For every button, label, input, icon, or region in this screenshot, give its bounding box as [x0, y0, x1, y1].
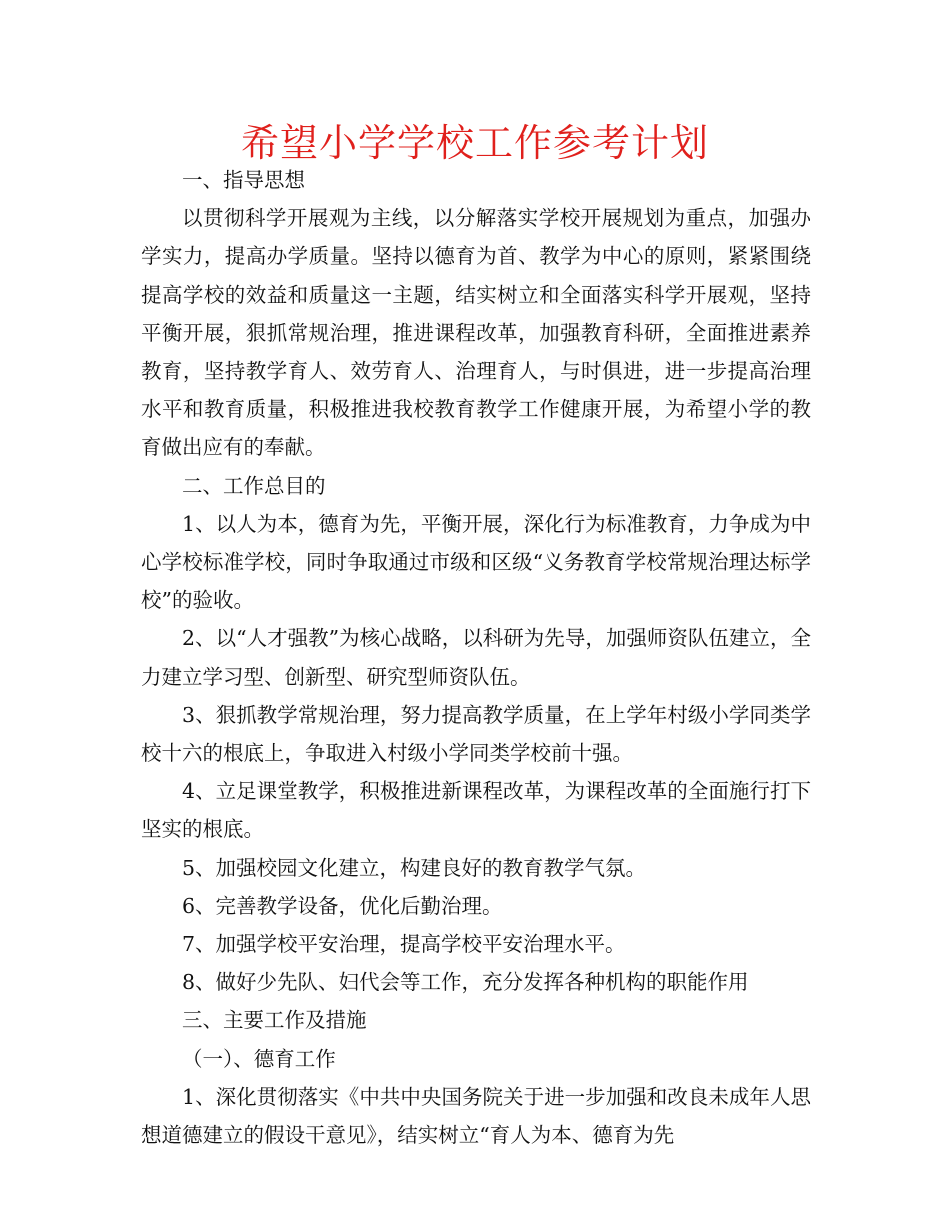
goal-item-1: 1、以人为本，德育为先，平衡开展，深化行为标准教育，力争成为中心学校标准学校，同时争取通过市级和区级“义务教育学校常规治理达标学校”的验收。 — [141, 511, 811, 613]
section-heading-guiding-thought: 一、指导思想 — [182, 168, 305, 192]
goal-item-2: 2、以“人才强教”为核心战略，以科研为先导，加强师资队伍建立，全力建立学习型、创新型、研究型师资队伍。 — [141, 626, 811, 689]
document-title: 希望小学学校工作参考计划 — [240, 121, 709, 165]
goal-item-3: 3、狠抓教学常规治理，努力提高教学质量，在上学年村级小学同类学校十六的根底上，争取进入村级小学同类学校前十强。 — [141, 702, 811, 766]
goal-item-4: 4、立足课堂教学，积极推进新课程改革，为课程改革的全面施行打下坚实的根底。 — [141, 779, 811, 842]
section-heading-overall-goals: 二、工作总目的 — [182, 473, 326, 498]
document-body — [141, 161, 811, 1154]
measure-item-1: 1、深化贯彻落实《中共中央国务院关于进一步加强和改良未成年人思想道德建立的假设干意见》，结实树立“育人为本、德育为先 — [141, 1084, 811, 1148]
subsection-heading-moral-education: （一）、德育工作 — [182, 1046, 336, 1071]
goal-item-8: 8、做好少先队、妇代会等工作，充分发挥各种机构的职能作用 — [182, 970, 749, 995]
goal-item-7: 7、加强学校平安治理，提高学校平安治理水平。 — [182, 932, 626, 957]
goal-item-5: 5、加强校园文化建立，构建良好的教育教学气氛。 — [182, 855, 647, 880]
paragraph-guiding-thought: 以贯彻科学开展观为主线，以分解落实学校开展规划为重点，加强办学实力，提高办学质量。坚持以德育为首、教学为中心的原则，紧紧围绕提高学校的效益和质量这一主题，结实树立和全面落实科学开展观，坚持平衡开展，狠抓常规治理，推进课程改革，加强教育科研，全面推进素养教育，坚持教学育人、效劳育人、治理育人，与时俱进，进一步提高治理水平和教育质量，积极推进我校教育教学工作健康开展，为希望小学的教育做出应有的奉献。 — [141, 206, 811, 460]
section-heading-main-work: 三、主要工作及措施 — [182, 1008, 367, 1033]
goal-item-6: 6、完善教学设备，优化后勤治理。 — [182, 893, 503, 918]
